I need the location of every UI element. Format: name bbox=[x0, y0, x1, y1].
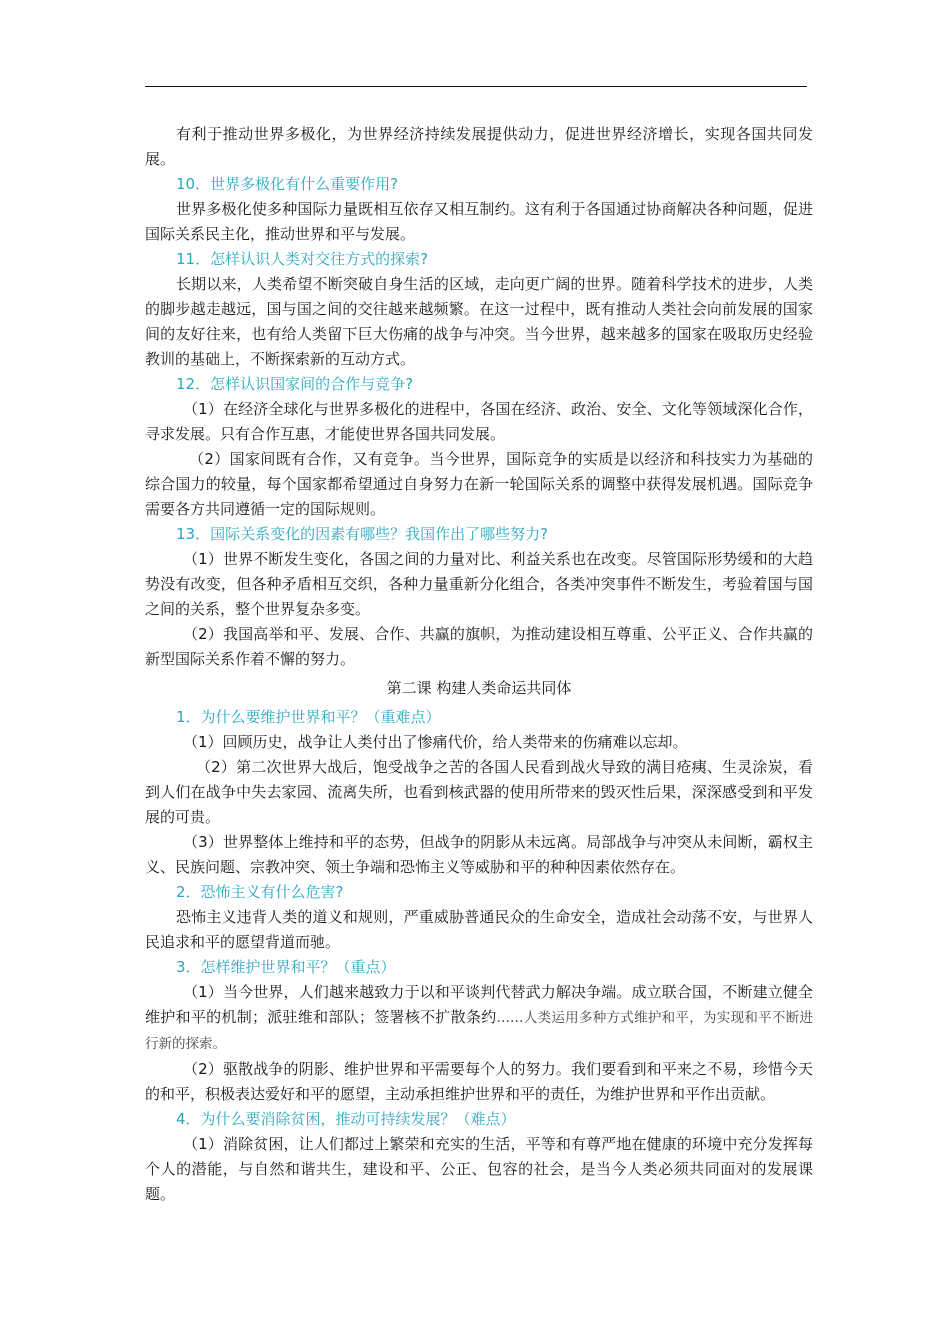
paragraph: （2）国家间既有合作，又有竞争。当今世界，国际竞争的实质是以经济和科技实力为基础的综合国力的较量，每个国家都希望通过自身努力在新一轮国际关系的调整中获得发展机遇。国际竞争需要各方共同遵循一定的国际规则。 bbox=[145, 450, 813, 518]
question-heading: 10．世界多极化有什么重要作用? bbox=[176, 175, 399, 193]
header-rule bbox=[145, 86, 807, 87]
question-heading: 3．怎样维护世界和平？（重点） bbox=[176, 958, 396, 976]
paragraph-main-text: （1）当今世界，人们越来越致力于以和平谈判代替武力解决争端。成立联合国，不断建立健全维护和平的机制；派驻维和部队；签署核不扩散条约 bbox=[145, 983, 813, 1026]
paragraph: 世界多极化使多种国际力量既相互依存又相互制约。这有利于各国通过协商解决各种问题，促进国际关系民主化，推动世界和平与发展。 bbox=[145, 200, 813, 243]
paragraph: （1）消除贫困，让人们都过上繁荣和充实的生活，平等和有尊严地在健康的环境中充分发挥每个人的潜能，与自然和谐共生，建设和平、公正、包容的社会，是当今人类必须共同面对的发展课题。 bbox=[145, 1135, 813, 1203]
lesson-title: 第二课 构建人类命运共同体 bbox=[386, 679, 572, 697]
question-heading: 1．为什么要维护世界和平？（重难点） bbox=[176, 708, 441, 726]
paragraph: （1）在经济全球化与世界多极化的进程中，各国在经济、政治、安全、文化等领域深化合作，寻求发展。只有合作互惠，才能使世界各国共同发展。 bbox=[145, 400, 813, 443]
question-heading: 2．恐怖主义有什么危害? bbox=[176, 883, 344, 901]
question-heading: 4．为什么要消除贫困，推动可持续发展？（难点） bbox=[176, 1110, 516, 1128]
question-heading: 12．怎样认识国家间的合作与竞争? bbox=[176, 375, 414, 393]
paragraph: （3）世界整体上维持和平的态势，但战争的阴影从未远离。局部战争与冲突从未间断，霸权主义、民族问题、宗教冲突、领土争端和恐怖主义等威胁和平的种种因素依然存在。 bbox=[145, 833, 813, 876]
paragraph: （2）我国高举和平、发展、合作、共赢的旗帜，为推动建设相互尊重、公平正义、合作共赢的新型国际关系作着不懈的努力。 bbox=[145, 625, 813, 668]
paragraph: （1）回顾历史，战争让人类付出了惨痛代价，给人类带来的伤痛难以忘却。 bbox=[183, 733, 688, 751]
paragraph: （1）世界不断发生变化，各国之间的力量对比、利益关系也在改变。尽管国际形势缓和的大趋势没有改变，但各种矛盾相互交织，各种力量重新分化组合，各类冲突事件不断发生，考验着国与国之间的关系，整个世界复杂多变。 bbox=[145, 550, 813, 618]
paragraph: （2）驱散战争的阴影、维护世界和平需要每个人的努力。我们要看到和平来之不易，珍惜今天的和平，积极表达爱好和平的愿望，主动承担维护世界和平的责任，为维护世界和平作出贡献。 bbox=[145, 1060, 813, 1103]
document-body bbox=[145, 122, 813, 1207]
question-heading: 11．怎样认识人类对交往方式的探索? bbox=[176, 250, 429, 268]
paragraph-tail-text: ……人类运用多种方式维护和平，为实现和平不断进行新的探索。 bbox=[145, 1010, 813, 1052]
paragraph: 恐怖主义违背人类的道义和规则，严重威胁普通民众的生命安全，造成社会动荡不安，与世界人民追求和平的愿望背道而驰。 bbox=[145, 908, 813, 951]
paragraph: 长期以来，人类希望不断突破自身生活的区域，走向更广阔的世界。随着科学技术的进步，人类的脚步越走越远，国与国之间的交往越来越频繁。在这一过程中，既有推动人类社会向前发展的国家间的友好往来，也有给人类留下巨大伤痛的战争与冲突。当今世界，越来越多的国家在吸取历史经验教训的基础上，不断探索新的互动方式。 bbox=[145, 275, 813, 368]
paragraph: （2）第二次世界大战后，饱受战争之苦的各国人民看到战火导致的满目疮痍、生灵涂炭，看到人们在战争中失去家园、流离失所，也看到核武器的使用所带来的毁灭性后果，深深感受到和平发展的可贵。 bbox=[145, 758, 813, 826]
question-heading: 13．国际关系变化的因素有哪些？我国作出了哪些努力? bbox=[176, 525, 549, 543]
paragraph: 有利于推动世界多极化，为世界经济持续发展提供动力，促进世界经济增长，实现各国共同发展。 bbox=[145, 125, 813, 168]
paragraph bbox=[145, 980, 813, 1057]
